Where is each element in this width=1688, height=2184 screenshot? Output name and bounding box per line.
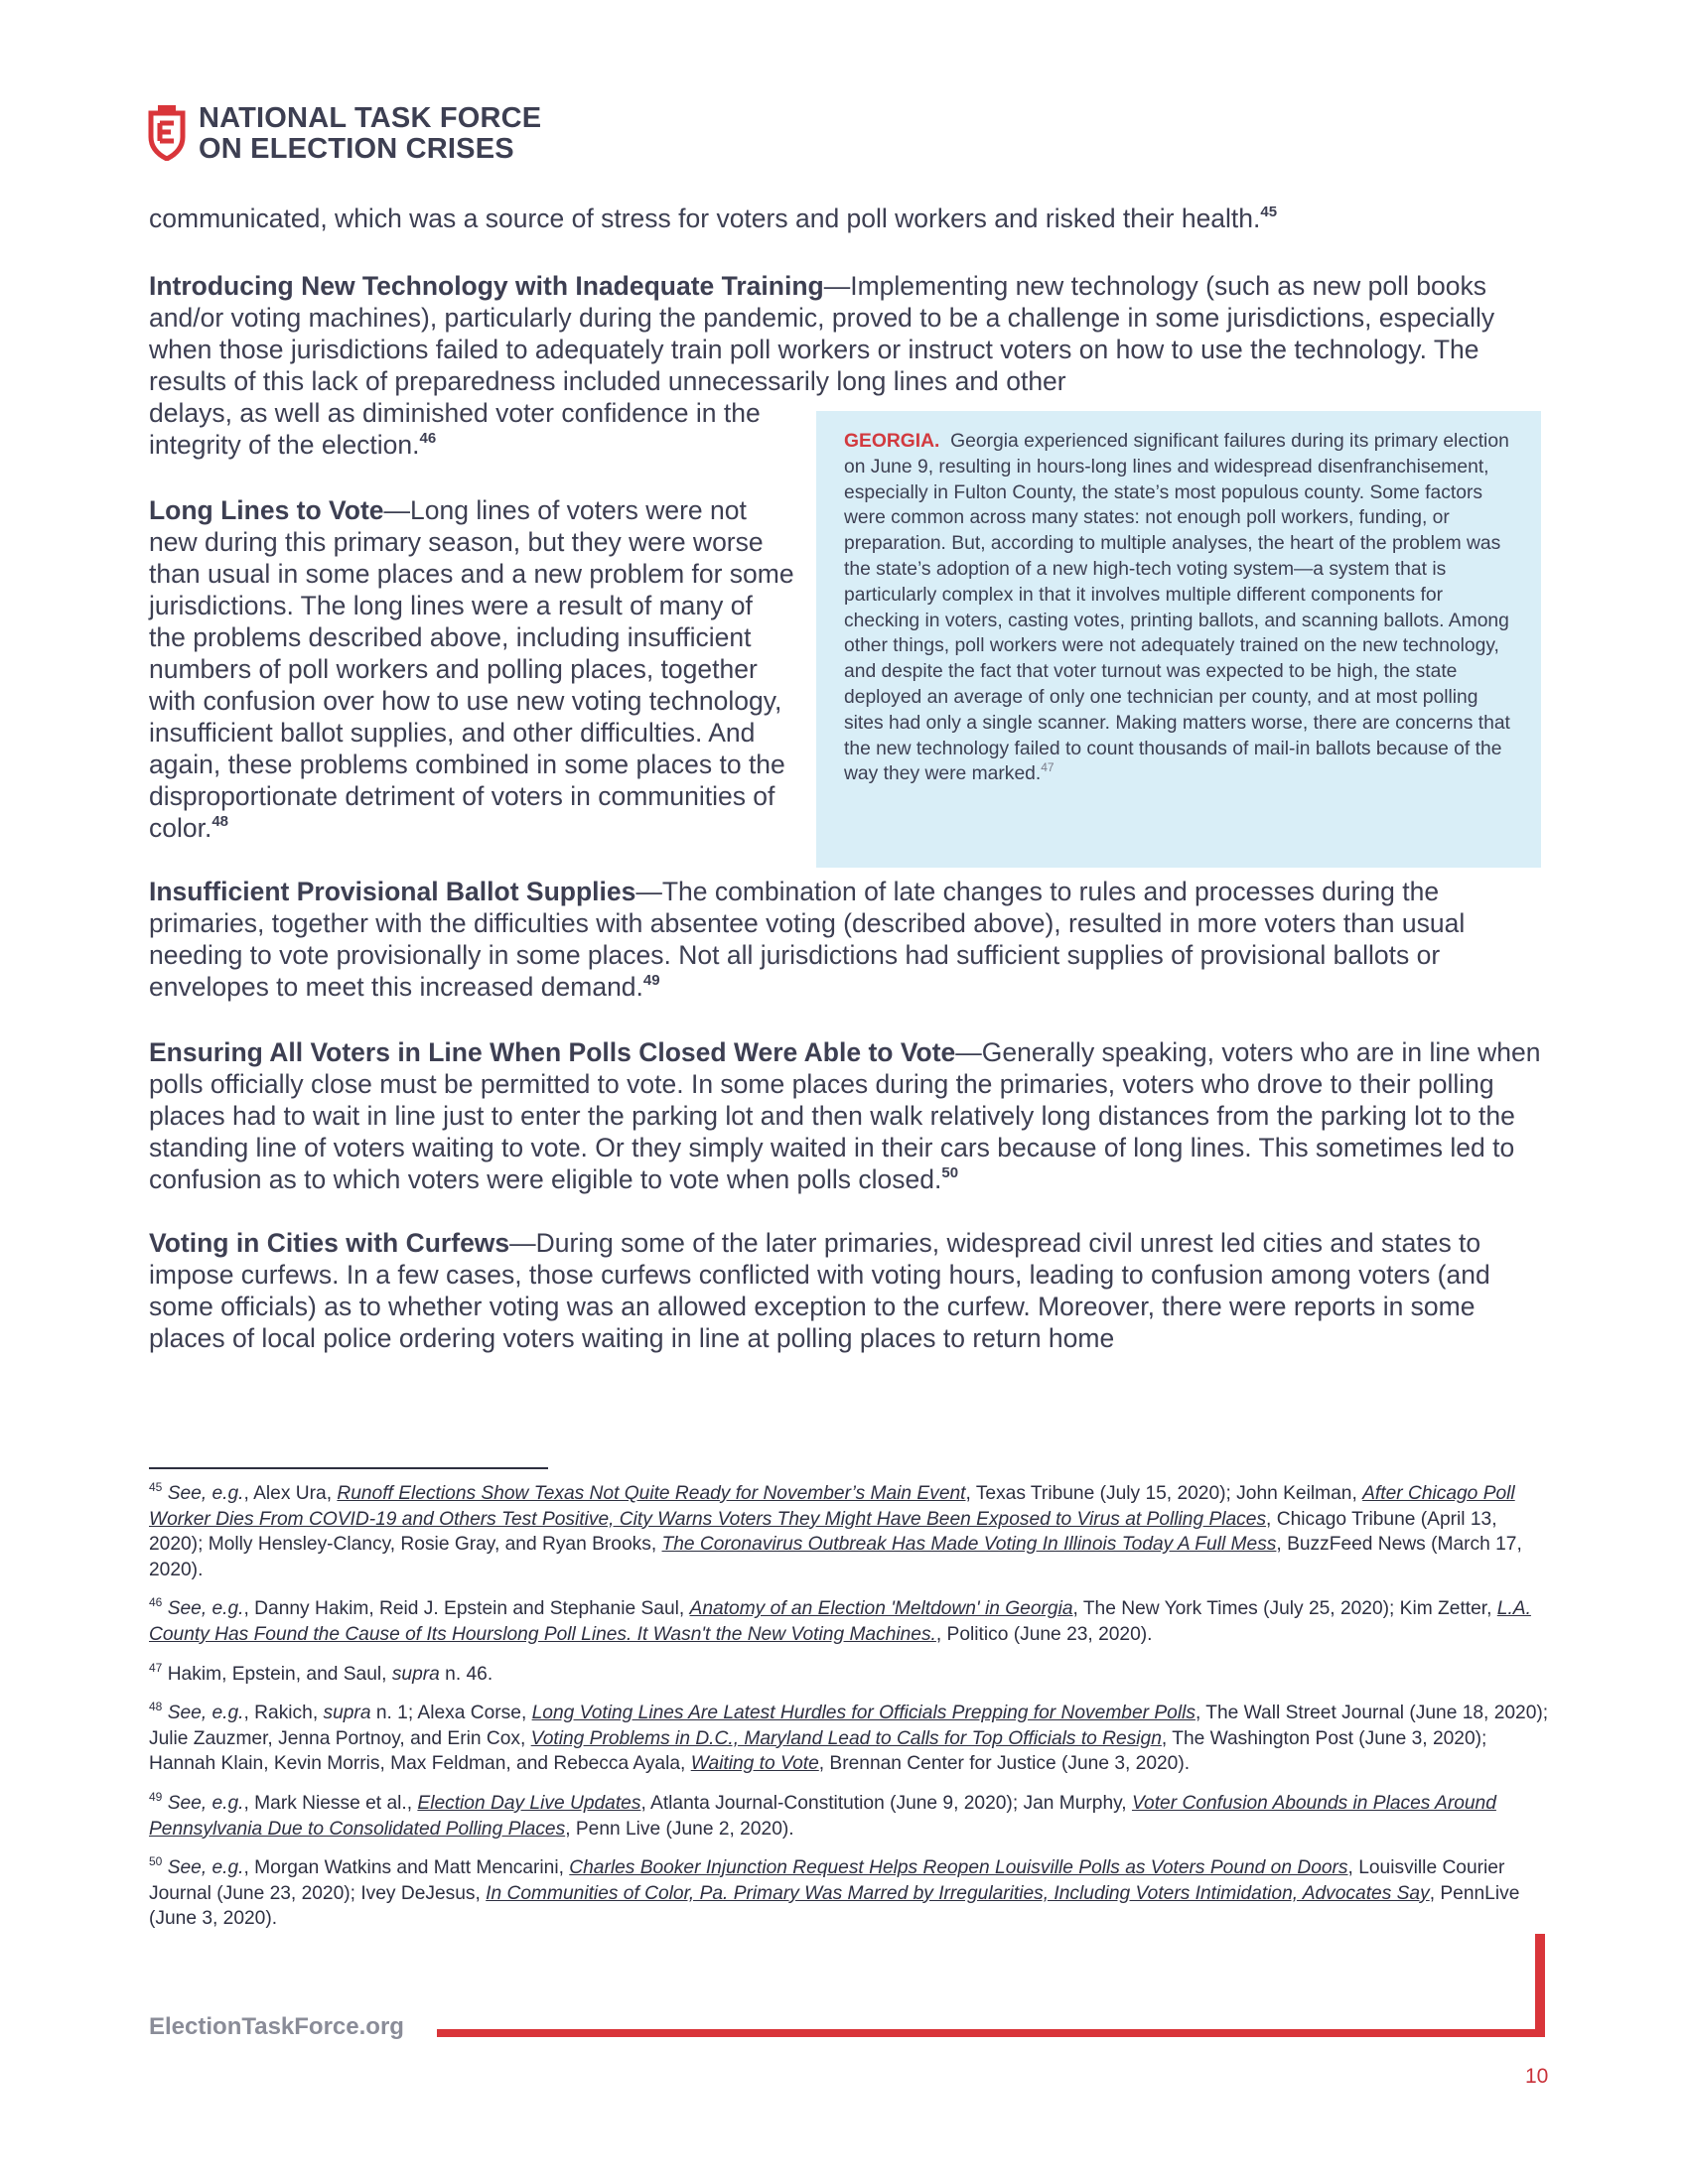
footnote-signal: See, e.g. — [167, 1792, 244, 1814]
logo-wordmark — [199, 103, 541, 165]
footnote-link[interactable]: Voting Problems in D.C., Maryland Lead to Calls for Top Officials to Resign — [530, 1727, 1162, 1749]
footnote-link[interactable]: In Communities of Color, Pa. Primary Was Marred by Irregularities, Including Voters Intimidation, Advocates Say — [486, 1882, 1430, 1904]
footnote-link[interactable]: After Chicago Poll Worker Dies From COVID-19 and Others Test Positive, City Warns Voters They Might Have Been Exposed to Virus at Polling Places — [149, 1483, 1515, 1530]
paragraph-heading: Insufficient Provisional Ballot Supplies — [149, 877, 636, 906]
paragraph-new-technology-cont — [149, 397, 794, 461]
paragraph-text: —The combination of late changes to rules and processes during the primaries, together with the difficulties with absentee voting (described above), resulted in more voters than usual needing to vote provisionally in some places. Not all jurisdictions had sufficient supplies of provisional ballots or envelopes to meet this increased demand. — [149, 877, 1466, 1002]
footnote-ref-45[interactable]: 45 — [1260, 204, 1278, 220]
footnote-text: , Atlanta Journal-Constitution (June 9, 2020); Jan Murphy, — [640, 1792, 1132, 1814]
footnote-number: 48 — [149, 1700, 163, 1714]
logo-line-1: NATIONAL TASK FORCE — [199, 102, 542, 134]
footnote-link[interactable]: Charles Booker Injunction Request Helps Reopen Louisville Polls as Voters Pound on Doors — [569, 1857, 1348, 1879]
footnote-number: 49 — [149, 1789, 163, 1804]
footnote-signal: supra — [323, 1703, 371, 1724]
footnote-signal: See, e.g. — [167, 1703, 244, 1724]
footnote-text: , Mark Niesse et al., — [243, 1792, 418, 1814]
footnote-text: , The New York Times (July 25, 2020); Kim Zetter, — [1072, 1598, 1497, 1620]
footnote-link[interactable]: Waiting to Vote — [690, 1753, 819, 1775]
paragraph-text: communicated, which was a source of stress for voters and poll workers and risked their health. — [149, 204, 1261, 233]
footnote-text: , The Washington Post (June 3, 2020); Hannah Klain, Kevin Morris, Max Feldman, and Rebecca Ayala, — [149, 1727, 1487, 1775]
paragraph-text: —Implementing new technology (such as new poll books and/or voting machines), particularly during the pandemic, proved to be a challenge in some jurisdictions, especially when those jurisdictions failed to adequately train poll workers or instruct voters on how to use the technology. The results of this lack of preparedness included unnecessarily long lines and other — [149, 271, 1495, 396]
paragraph-text: delays, as well as diminished voter confidence in the integrity of the election. — [149, 398, 761, 460]
footnote-text: , Louisville Courier Journal (June 23, 2020); Ivey DeJesus, — [149, 1857, 1505, 1904]
footnote-text: , Alex Ura, — [243, 1483, 338, 1504]
footnote-link[interactable]: Voter Confusion Abounds in Places Around Pennsylvania Due to Consolidated Polling Places — [149, 1792, 1496, 1840]
callout-heading: GEORGIA. — [844, 431, 940, 452]
footnote-text: , Danny Hakim, Reid J. Epstein and Stephanie Saul, — [243, 1598, 690, 1620]
footnote-divider — [149, 1467, 548, 1469]
shield-e-logo-icon — [147, 103, 187, 161]
footnote-ref-48[interactable]: 48 — [211, 813, 229, 830]
paragraph-voters-in-line — [149, 1036, 1549, 1195]
footnote-45 — [149, 1481, 1549, 1582]
paragraph-text: —Long lines of voters were not new during this primary season, but they were worse than usual in some places and a new problem for some jurisdictions. The long lines were a result of many of the problems described above, including insufficient numbers of poll workers and polling places, together with confusion over how to use new voting technology, insufficient ballot supplies, and other difficulties. And again, these problems combined in some places to the disproportionate detriment of voters in communities of color. — [149, 495, 794, 843]
footnote-signal: See, e.g. — [167, 1598, 244, 1620]
paragraph-continuation — [149, 203, 1549, 234]
footnotes-section — [149, 1481, 1549, 1946]
footnote-link[interactable]: Anatomy of an Election 'Meltdown' in Georgia — [689, 1598, 1073, 1620]
footnote-link[interactable]: Long Voting Lines Are Latest Hurdles for Officials Prepping for November Polls — [531, 1703, 1196, 1724]
footnote-text: , Penn Live (June 2, 2020). — [565, 1818, 794, 1840]
footnote-signal: supra — [391, 1663, 440, 1685]
paragraph-heading: Ensuring All Voters in Line When Polls Closed Were Able to Vote — [149, 1037, 956, 1067]
footer-red-rule — [437, 2029, 1545, 2037]
footnote-link[interactable]: L.A. County Has Found the Cause of Its Hourslong Poll Lines. It Wasn't the New Voting Machines. — [149, 1598, 1531, 1645]
paragraph-heading: Voting in Cities with Curfews — [149, 1228, 510, 1258]
footnote-ref-50[interactable]: 50 — [941, 1164, 959, 1181]
footnote-text: , Politico (June 23, 2020). — [935, 1623, 1153, 1645]
footnote-text: , PennLive (June 3, 2020). — [149, 1882, 1520, 1930]
footnote-text: , Rakich, — [243, 1703, 324, 1724]
footnote-text: , Brennan Center for Justice (June 3, 2020). — [818, 1753, 1191, 1775]
logo-line-2: ON ELECTION CRISES — [199, 133, 514, 165]
footnote-47 — [149, 1662, 1549, 1688]
callout-text: Georgia experienced significant failures during its primary election on June 9, resulting in hours-long lines and widespread disenfranchisement, especially in Fulton County, the state’s most populous county. Some factors were common across many states: not enough poll workers, funding, or preparation. But, according to multiple analyses, the heart of the problem was the state’s adoption of a new high-tech voting system—a system that is particularly complex in that it involves multiple different components for checking in voters, casting votes, printing ballots, and scanning ballots. Among other things, poll workers were not adequately trained on the new technology, and despite the fact that voter turnout was expected to be high, the state deployed an average of only one technician per county, and at most polling sites had only a single scanner. Making matters worse, there are concerns that the new technology failed to count thousands of mail-in ballots because of the way they were marked. — [844, 431, 1510, 785]
footnote-text: Hakim, Epstein, and Saul, — [167, 1663, 392, 1685]
paragraph-provisional-ballots — [149, 876, 1549, 1003]
footnote-number: 50 — [149, 1854, 163, 1869]
footnote-link[interactable]: Election Day Live Updates — [417, 1792, 641, 1814]
footnote-text: n. 46. — [439, 1663, 493, 1685]
georgia-callout-box — [816, 411, 1541, 868]
paragraph-heading: Introducing New Technology with Inadequate Training — [149, 271, 824, 301]
footnote-number: 47 — [149, 1660, 163, 1675]
paragraph-text: —Generally speaking, voters who are in line when polls officially close must be permitted to vote. In some places during the primaries, voters who drove to their polling places had to wait in line just to enter the parking lot and then walk relatively long distances from the parking lot to the standing line of voters waiting to vote. Or they simply waited in their cars because of long lines. This sometimes led to confusion as to which voters were eligible to vote when polls closed. — [149, 1037, 1541, 1194]
footnote-48 — [149, 1701, 1549, 1777]
paragraph-new-technology — [149, 270, 1539, 397]
footnote-link[interactable]: The Coronavirus Outbreak Has Made Voting In Illinois Today A Full Mess — [661, 1534, 1277, 1556]
paragraph-heading: Long Lines to Vote — [149, 495, 384, 525]
footnote-50 — [149, 1855, 1549, 1932]
footer-red-vertical-rule — [1535, 1934, 1545, 2037]
footnote-49 — [149, 1791, 1549, 1842]
footnote-text: , The Wall Street Journal (June 18, 2020); Julie Zauzmer, Jenna Portnoy, and Erin Cox, — [149, 1703, 1549, 1749]
footer-website-link[interactable]: ElectionTaskForce.org — [149, 2013, 404, 2040]
footnote-ref-46[interactable]: 46 — [419, 430, 437, 447]
paragraph-curfews — [149, 1227, 1549, 1354]
footnote-text: , BuzzFeed News (March 17, 2020). — [149, 1534, 1522, 1580]
footnote-text: , Chicago Tribune (April 13, 2020); Molly Hensley-Clancy, Rosie Gray, and Ryan Brooks, — [149, 1508, 1497, 1556]
footnote-text: n. 1; Alexa Corse, — [370, 1703, 532, 1724]
footnote-text: , Texas Tribune (July 15, 2020); John Keilman, — [965, 1483, 1363, 1504]
paragraph-long-lines — [149, 494, 794, 844]
organization-logo — [147, 103, 564, 167]
footnote-number: 45 — [149, 1480, 163, 1494]
paragraph-text: —During some of the later primaries, widespread civil unrest led cities and states to impose curfews. In a few cases, those curfews conflicted with voting hours, leading to confusion among voters (and some officials) as to whether voting was an allowed exception to the curfew. Moreover, there were reports in some places of local police ordering voters waiting in line at polling places to return home — [149, 1228, 1490, 1353]
footnote-ref-49[interactable]: 49 — [642, 972, 660, 989]
footnote-signal: See, e.g. — [167, 1857, 244, 1879]
footnote-number: 46 — [149, 1595, 163, 1610]
footnote-link[interactable]: Runoff Elections Show Texas Not Quite Ready for November’s Main Event — [337, 1483, 966, 1504]
page-number: 10 — [1525, 2065, 1549, 2088]
footnote-46 — [149, 1596, 1549, 1647]
footnote-signal: See, e.g. — [167, 1483, 244, 1504]
footnote-ref-47[interactable]: 47 — [1041, 760, 1055, 775]
footnote-text: , Morgan Watkins and Matt Mencarini, — [243, 1857, 570, 1879]
